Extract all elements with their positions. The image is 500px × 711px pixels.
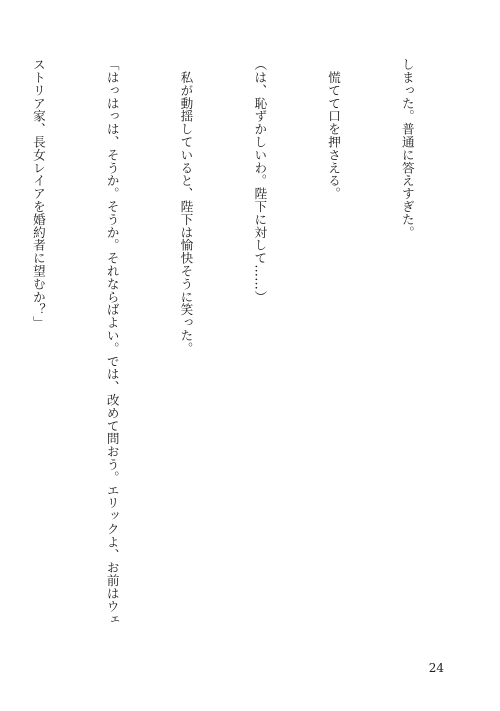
text-line: しまった。普通に答えすぎた。 (399, 58, 415, 239)
text-line: 「はっはっは、そうか。そうか。それならばよい。では、改めて問おう。エリックよ、お前はウェ (104, 58, 120, 626)
text-line: 私が動揺していると、陛下は愉快そうに笑った。 (178, 58, 194, 355)
text-line: ストリア家、長女レイアを婚約者に望むか？」 (30, 58, 46, 329)
text-line: 慌てて口を押さえる。 (326, 58, 342, 200)
vertical-text-block (0, 58, 468, 658)
page-number: 24 (428, 661, 444, 675)
text-line: （は、恥ずかしいわ。陛下に対して……） (252, 58, 268, 304)
